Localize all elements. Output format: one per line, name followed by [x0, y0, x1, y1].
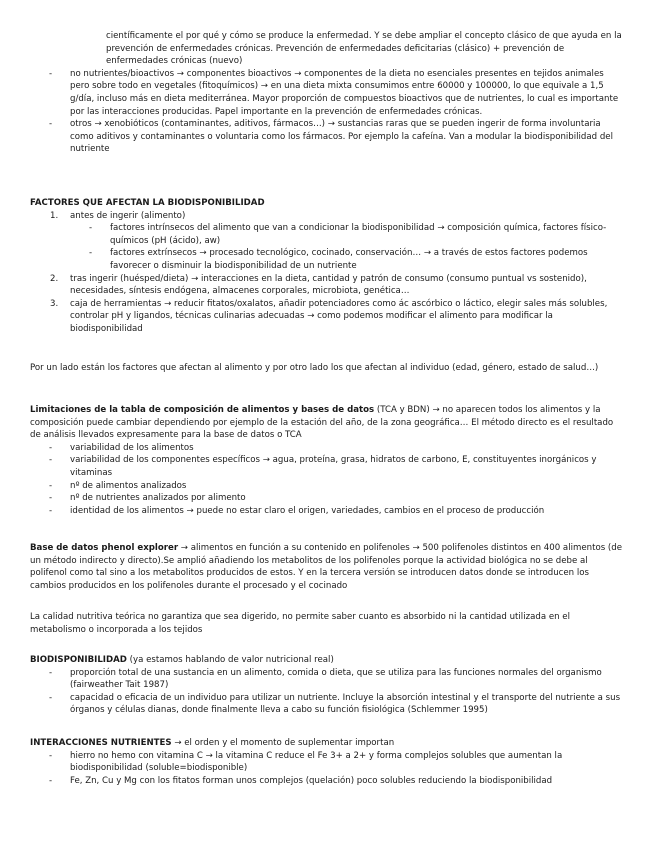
- calidad-paragraph: La calidad nutritiva teórica no garantiza que sea digerido, no permite saber cuanto es absorbido ni la cantidad utilizada en el metabolismo o incorporada a los tejidos: [30, 612, 570, 635]
- list-item: [30, 210, 622, 273]
- list-item: - variabilidad de los componentes específicos → agua, proteína, grasa, hidratos de carbono, E, constituyentes inorgánicos y vitaminas: [30, 454, 622, 479]
- interacciones-paragraph: [30, 737, 622, 750]
- sub-list: [70, 222, 622, 272]
- biodisponibilidad-list: [30, 667, 622, 717]
- list-item: - nº de alimentos analizados: [30, 480, 622, 493]
- list-item: [30, 298, 622, 336]
- list-number: 3.: [50, 298, 59, 309]
- biodisponibilidad-section: [30, 654, 622, 717]
- limitaciones-text: (TCA y BDN) → no aparecen todos los alimentos y la composición puede cambiar dependiendo por ejemplo de la estación del año, de la zona geográfica… El método directo es el resultado de análisis llevados expresamente para la base de datos o TCA: [30, 405, 614, 441]
- phenol-text: → alimentos en función a su contenido en polifenoles → 500 polifenoles distintos en 400 alimentos (de un método indirecto y directo).Se amplió añadiendo los metabolitos de los polifenoles porque la actividad biológica no se debe al polifenol como tal sino a los metabolitos producidos de estos. Y en la tercera versión se introducen datos donde se introducen los cambios producidos en los polifenoles durante el procesado y el cocinado: [30, 543, 623, 591]
- list-item: - proporción total de una sustancia en un alimento, comida o dieta, que se utiliza para las funciones normales del organismo (fairweather Tait 1987): [30, 667, 622, 692]
- sub-list-item: - factores extrínsecos → procesado tecnológico, cocinado, conservación… → a través de estos factores podemos favorecer o disminuir la biodisponibilidad de un nutriente: [70, 247, 622, 272]
- list-item: - Fe, Zn, Cu y Mg con los fitatos forman unos complejos (quelación) poco solubles reduciendo la biodisponibilidad: [30, 775, 622, 788]
- factores-heading: FACTORES QUE AFECTAN LA BIODISPONIBILIDAD: [30, 198, 265, 208]
- interacciones-section: [30, 737, 622, 787]
- list-item-text: antes de ingerir (alimento): [70, 210, 186, 221]
- intro-list: [30, 68, 622, 156]
- factors-summary-paragraph: Por un lado están los factores que afectan al alimento y por otro lado los que afectan al individuo (edad, género, estado de salud…): [30, 363, 599, 373]
- biodisponibilidad-heading: BIODISPONIBILIDAD: [30, 655, 127, 665]
- interacciones-text: → el orden y el momento de suplementar importan: [171, 738, 395, 748]
- list-item: - nº de nutrientes analizados por alimento: [30, 492, 622, 505]
- limitaciones-section: [30, 404, 622, 517]
- sub-list-item: - factores intrínsecos del alimento que van a condicionar la biodisponibilidad → composición química, factores físico-químicos (pH (ácido), aw): [70, 222, 622, 247]
- factores-section: [30, 197, 622, 336]
- factores-list: [30, 210, 622, 336]
- intro-section: [30, 30, 622, 156]
- biodisponibilidad-paragraph: [30, 654, 622, 667]
- list-number: 1.: [50, 210, 59, 221]
- biodisponibilidad-text: (ya estamos hablando de valor nutricional real): [126, 655, 334, 665]
- list-item: - variabilidad de los alimentos: [30, 442, 622, 455]
- list-item: - identidad de los alimentos → puede no estar claro el origen, variedades, cambios en el proceso de producción: [30, 505, 622, 518]
- limitaciones-list: [30, 442, 622, 518]
- list-item: [30, 273, 622, 298]
- list-number: 2.: [50, 273, 59, 284]
- interacciones-list: [30, 750, 622, 788]
- intro-continuation: científicamente el por qué y cómo se produce la enfermedad. Y se debe ampliar el concepto clásico de que ayuda en la prevención de enfermedades crónicas. Prevención de enfermedades deficitarias (clásico) + prevención de enfermedades crónicas (nuevo): [106, 31, 622, 67]
- list-item: - capacidad o eficacia de un individuo para utilizar un nutriente. Incluye la absorción intestinal y el transporte del nutriente a sus órganos y células dianas, donde finalmente lleva a cabo su función fisiológica (Schlemmer 1995): [30, 692, 622, 717]
- list-item: - no nutrientes/bioactivos → componentes bioactivos → componentes de la dieta no esenciales presentes en tejidos animales pero sobre todo en vegetales (fitoquímicos) → en una dieta mixta consumimos entre 60000 y 100000, lo que equivale a 1,5 g/día, incluso más en dieta mediterránea. Mayor proporción de compuestos bioactivos que de nutrientes, lo cual es importante por las interacciones producidas. Papel importante en la prevención de enfermedades crónicas.: [30, 68, 622, 118]
- list-item-text: tras ingerir (huésped/dieta) → interacciones en la dieta, cantidad y patrón de consumo (consumo puntual vs sostenido), necesidades, síntesis endógena, almacenes corporales, microbiota, genética…: [70, 273, 587, 297]
- limitaciones-heading: Limitaciones de la tabla de composición de alimentos y bases de datos: [30, 405, 375, 415]
- phenol-paragraph: [30, 542, 622, 592]
- list-item: - hierro no hemo con vitamina C → la vitamina C reduce el Fe 3+ a 2+ y forma complejos solubles que aumentan la biodisponibilidad (soluble=biodisponible): [30, 750, 622, 775]
- limitaciones-paragraph: [30, 404, 622, 442]
- interacciones-heading: INTERACCIONES NUTRIENTES: [30, 738, 172, 748]
- phenol-heading: Base de datos phenol explorer: [30, 543, 179, 553]
- list-item-text: caja de herramientas → reducir fitatos/oxalatos, añadir potenciadores como ác ascórbico o láctico, elegir sales más solubles, controlar pH y ligandos, técnicas culinarias adecuadas → como podemos modificar el alimento para modificar la biodisponibilidad: [70, 298, 608, 334]
- list-item: - otros → xenobióticos (contaminantes, aditivos, fármacos…) → sustancias raras que se pueden ingerir de forma involuntaria como aditivos y contaminantes o voluntaria como los fármacos. Por ejemplo la cafeína. Van a modular la biodisponibilidad del nutriente: [30, 118, 622, 156]
